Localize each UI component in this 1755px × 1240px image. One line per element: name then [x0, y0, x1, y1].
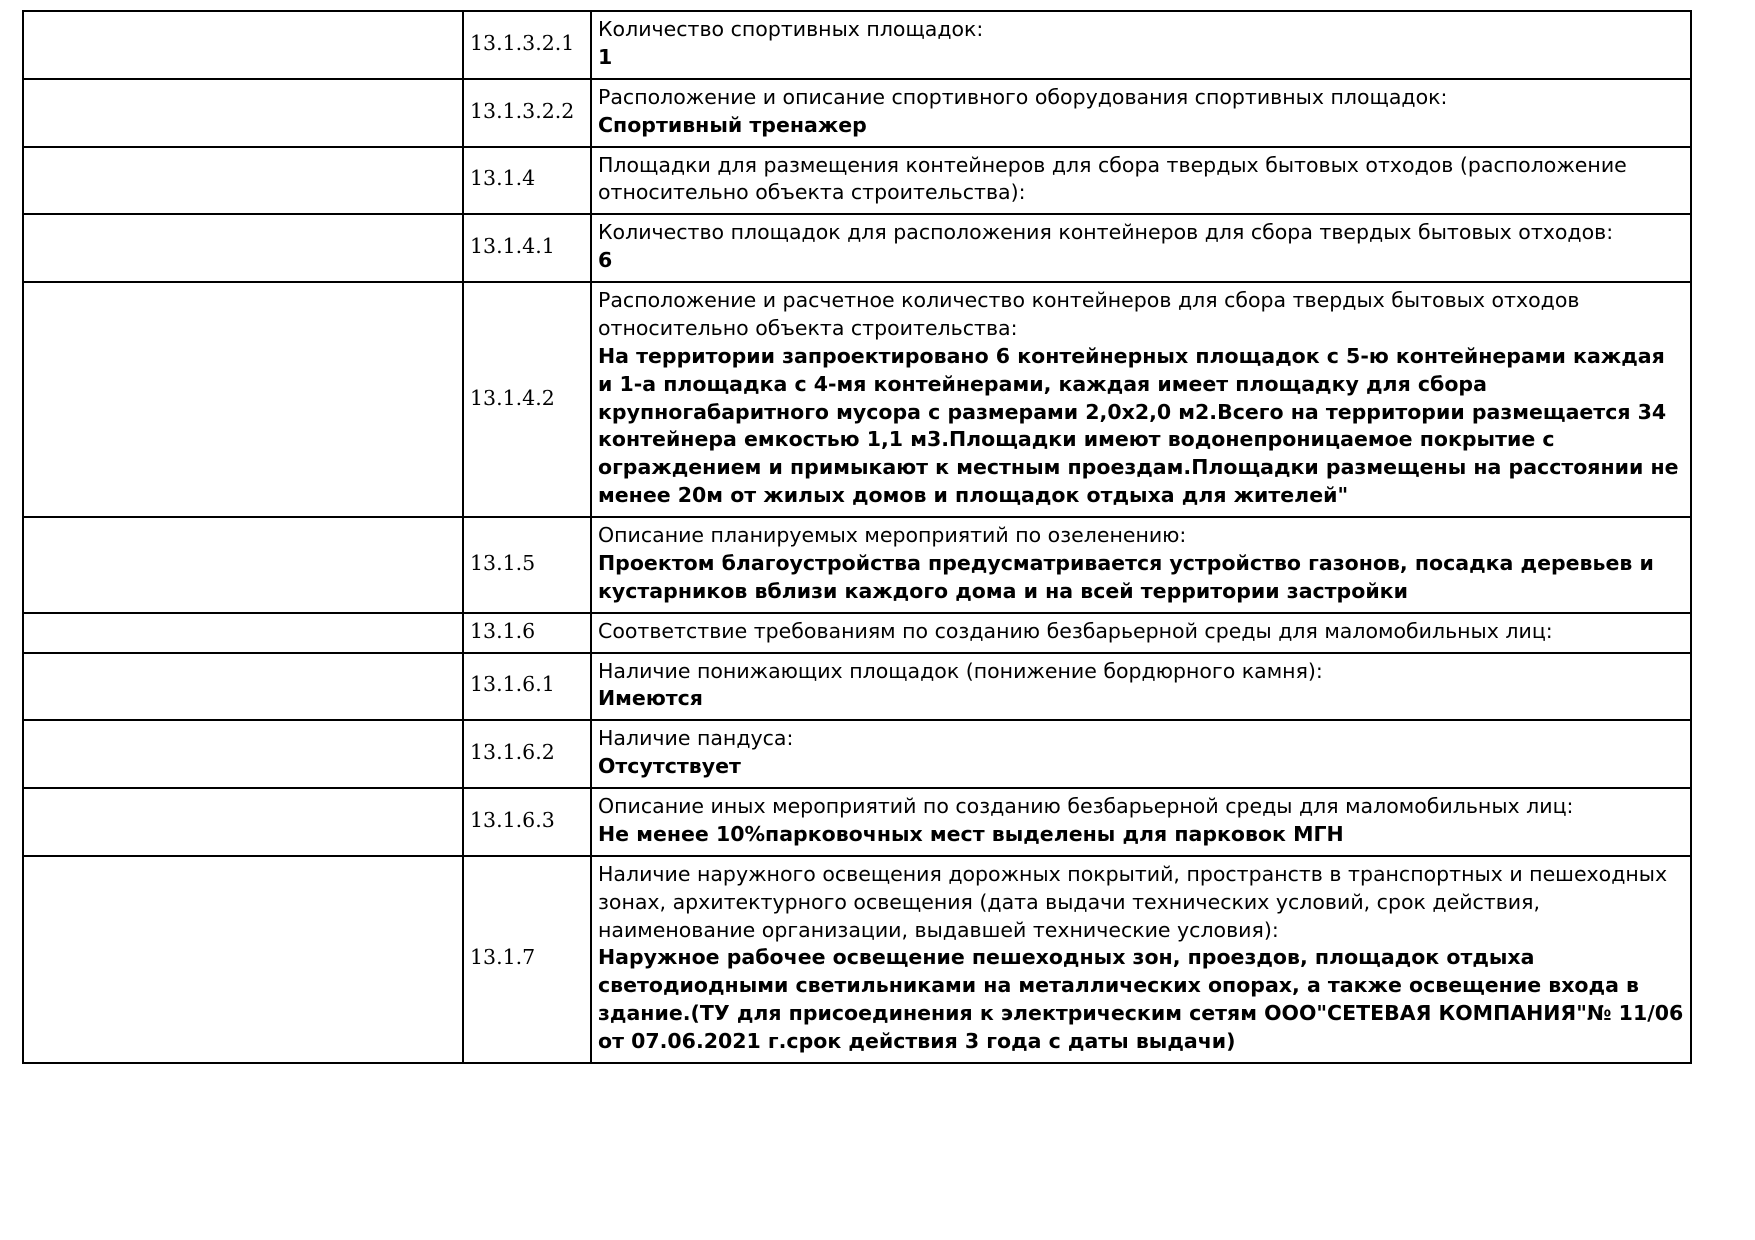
- row-question: Наличие понижающих площадок (понижение бордюрного камня):: [598, 658, 1323, 683]
- row-answer: Не менее 10%парковочных мест выделены для парковок МГН: [598, 821, 1344, 846]
- table-row: [23, 282, 1691, 517]
- row-content: [591, 788, 1691, 856]
- row-content: [591, 147, 1691, 215]
- row-number: 13.1.5: [463, 517, 591, 613]
- row-content: [591, 856, 1691, 1063]
- row-number: 13.1.7: [463, 856, 591, 1063]
- row-number: 13.1.6.3: [463, 788, 591, 856]
- table-row: [23, 788, 1691, 856]
- row-content: [591, 79, 1691, 147]
- row-spacer-cell: [23, 613, 463, 653]
- row-content: [591, 214, 1691, 282]
- row-spacer-cell: [23, 79, 463, 147]
- table-row: [23, 653, 1691, 721]
- row-number: 13.1.6: [463, 613, 591, 653]
- row-spacer-cell: [23, 653, 463, 721]
- row-spacer-cell: [23, 517, 463, 613]
- row-question: Площадки для размещения контейнеров для сбора твердых бытовых отходов (расположение относительно объекта строительства):: [598, 152, 1627, 205]
- row-question: Расположение и расчетное количество контейнеров для сбора твердых бытовых отходов относительно объекта строительства:: [598, 288, 1580, 340]
- row-spacer-cell: [23, 856, 463, 1063]
- row-question: Наличие наружного освещения дорожных покрытий, пространств в транспортных и пешеходных зонах, архитектурного освещения (дата выдачи технических условий, срок действия, наименование организации, выдавшей технические условия):: [598, 861, 1668, 942]
- row-spacer-cell: [23, 282, 463, 517]
- row-answer: Спортивный тренажер: [598, 112, 867, 137]
- row-question: Описание планируемых мероприятий по озеленению:: [598, 523, 1187, 547]
- table-row: [23, 856, 1691, 1063]
- row-spacer-cell: [23, 147, 463, 215]
- row-question: Количество спортивных площадок:: [598, 17, 984, 41]
- row-question: Описание иных мероприятий по созданию безбарьерной среды для маломобильных лиц:: [598, 794, 1574, 818]
- row-number: 13.1.4.1: [463, 214, 591, 282]
- row-question: Расположение и описание спортивного оборудования спортивных площадок:: [598, 84, 1448, 109]
- row-question: Соответствие требованиям по созданию безбарьерной среды для маломобильных лиц:: [598, 618, 1553, 643]
- row-spacer-cell: [23, 788, 463, 856]
- row-answer: 1: [598, 44, 613, 69]
- row-content: [591, 720, 1691, 788]
- table-row: [23, 613, 1691, 653]
- row-spacer-cell: [23, 720, 463, 788]
- row-number: 13.1.3.2.2: [463, 79, 591, 147]
- row-content: [591, 282, 1691, 517]
- row-question: Количество площадок для расположения контейнеров для сбора твердых бытовых отходов:: [598, 220, 1614, 245]
- row-spacer-cell: [23, 214, 463, 282]
- row-number: 13.1.3.2.1: [463, 11, 591, 79]
- row-number: 13.1.4: [463, 147, 591, 215]
- row-number: 13.1.6.1: [463, 653, 591, 721]
- row-answer: Наружное рабочее освещение пешеходных зон, проездов, площадок отдыха светодиодными светильниками на металлических опорах, а также освещение входа в здание.(ТУ для присоединения к электрическим сетям ООО"СЕТЕВАЯ КОМПАНИЯ"№ 11/06 от 07.06.2021 г.срок действия 3 года с даты выдачи): [598, 945, 1684, 1053]
- row-answer: Имеются: [598, 686, 703, 711]
- table-body: [23, 11, 1691, 1063]
- row-content: [591, 11, 1691, 79]
- table-row: [23, 720, 1691, 788]
- table-row: [23, 11, 1691, 79]
- row-number: 13.1.4.2: [463, 282, 591, 517]
- table-row: [23, 79, 1691, 147]
- row-spacer-cell: [23, 11, 463, 79]
- row-number: 13.1.6.2: [463, 720, 591, 788]
- row-content: [591, 517, 1691, 613]
- table-row: [23, 214, 1691, 282]
- table-row: [23, 147, 1691, 215]
- row-question: Наличие пандуса:: [598, 726, 794, 751]
- row-content: [591, 613, 1691, 653]
- row-content: [591, 653, 1691, 721]
- row-answer: Проектом благоустройства предусматривается устройство газонов, посадка деревьев и кустарников вблизи каждого дома и на всей территории застройки: [598, 550, 1654, 603]
- table-row: [23, 517, 1691, 613]
- row-answer: На территории запроектировано 6 контейнерных площадок с 5-ю контейнерами каждая и 1-а площадка с 4-мя контейнерами, каждая имеет площадку для сбора крупногабаритного мусора с размерами 2,0х2,0 м2.Всего на территории размещается 34 контейнера емкостью 1,1 м3.Площадки имеют водонепроницаемое покрытие с ограждением и примыкают к местным проездам.Площадки размещены на расстоянии не менее 20м от жилых домов и площадок отдыха для жителей": [598, 343, 1679, 508]
- requirements-table: [22, 10, 1692, 1064]
- row-answer: 6: [598, 248, 613, 273]
- row-answer: Отсутствует: [598, 754, 741, 779]
